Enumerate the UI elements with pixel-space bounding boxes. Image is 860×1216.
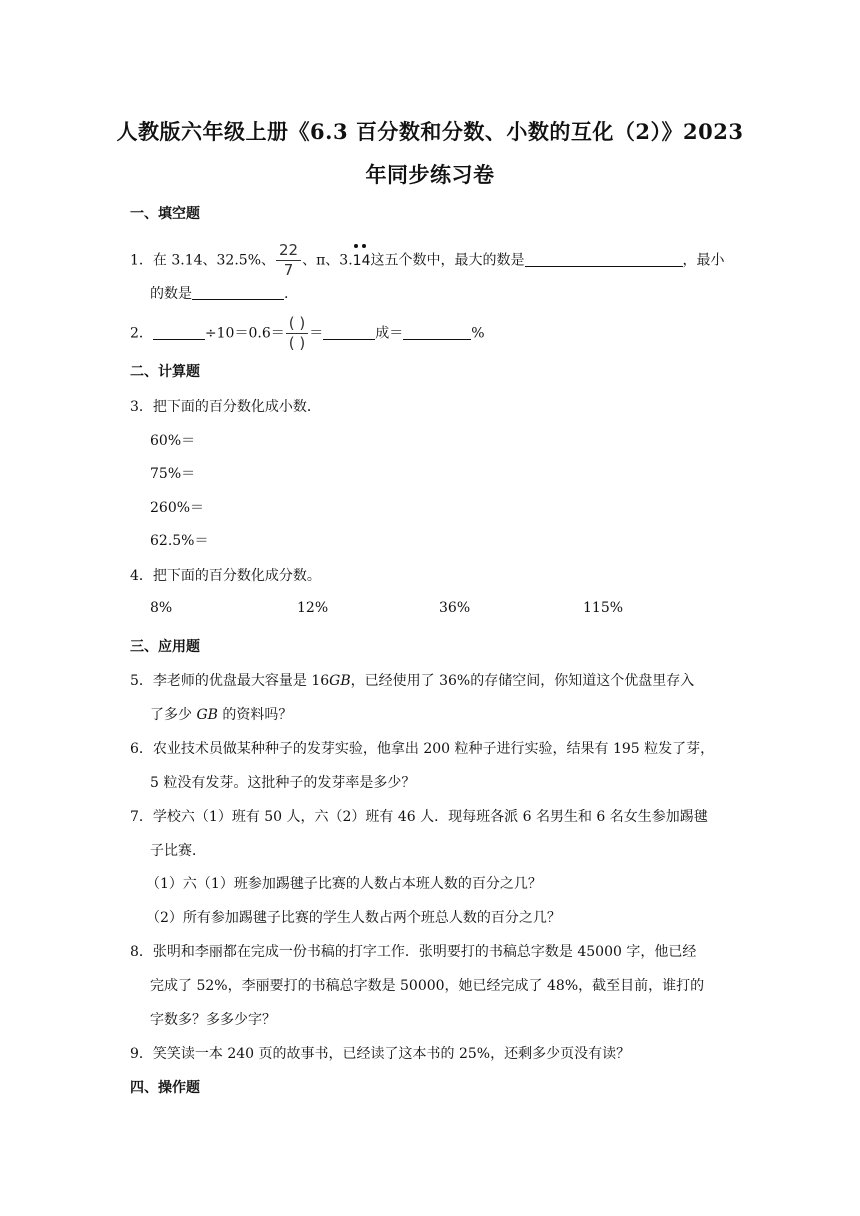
repeating-decimal-digits: 14 [353, 253, 371, 269]
q1-mid: 、π、3. [302, 252, 353, 269]
q3-item-3: 260%＝ [150, 500, 205, 516]
repeat-dot-icon [362, 244, 366, 248]
question-5-line1: 5．李老师的优盘最大容量是 16GB，已经使用了 36%的存储空间，你知道这个优盘里存入 [130, 673, 695, 689]
fraction-numerator: 22 [276, 243, 301, 261]
question-7-line1: 7．学校六（1）班有 50 人，六（2）班有 46 人．现每班各派 6 名男生和 6 名女生参加踢毽 [130, 809, 708, 825]
question-8-line2: 完成了 52%，李丽要打的书稿总字数是 50000，她已经完成了 48%，截至目前，谁打的 [150, 978, 705, 994]
question-7-line2: 子比赛． [150, 843, 206, 859]
answer-blank-dividend[interactable] [153, 325, 205, 340]
question-2: 2． ÷10＝0.6＝ $\frac{( )}{( )}$ ＝ 成＝ % [130, 314, 485, 352]
section-heading-application: 三、应用题 [130, 639, 200, 655]
question-3: 3．把下面的百分数化成小数． [130, 399, 321, 415]
section-heading-calculation: 二、计算题 [130, 364, 200, 380]
q1-tail: ，最小 [682, 252, 725, 269]
question-7-sub2: （2）所有参加踢毽子比赛的学生人数占两个班总人数的百分之几？ [146, 910, 561, 926]
worksheet-title-line2: 年同步练习卷 [365, 162, 495, 187]
question-7-sub1: （1）六（1）班参加踢毽子比赛的人数占本班人数的百分之几？ [146, 876, 542, 892]
answer-blank-cheng[interactable] [323, 325, 375, 340]
question-6-line1: 6．农业技术员做某种种子的发芽实验，他拿出 200 粒种子进行实验，结果有 195 粒发了芽， [130, 741, 715, 757]
answer-blank-percent[interactable] [403, 325, 471, 340]
section-heading-operation: 四、操作题 [130, 1080, 200, 1096]
fraction-blank-denominator[interactable]: ( ) [288, 334, 306, 352]
worksheet-title-line1: 人教版六年级上册《6.3 百分数和分数、小数的互化（2）》2023 [116, 119, 744, 144]
question-1-line2: 的数是 . [150, 286, 289, 302]
q3-item-1: 60%＝ [150, 433, 196, 449]
fraction-blank-numerator[interactable]: ( ) [286, 316, 308, 334]
fraction-22-over-7 [276, 243, 301, 278]
q4-item-1: 8% [150, 600, 173, 616]
answer-blank-max[interactable] [525, 252, 683, 267]
question-5-line2: 了多少 GB 的资料吗？ [150, 707, 293, 723]
fraction-denominator: 7 [283, 261, 294, 279]
question-4: 4．把下面的百分数化成分数。 [130, 568, 321, 584]
q1-after: 这五个数中，最大的数是 [370, 252, 525, 269]
question-8-line3: 字数多？多多少字？ [150, 1012, 276, 1028]
repeat-dot-icon [354, 244, 358, 248]
q3-item-2: 75%＝ [150, 466, 196, 482]
question-8-line1: 8．张明和李丽都在完成一份书稿的打字工作．张明要打的书稿总字数是 45000 字，他已经 [130, 944, 697, 960]
section-heading-fill-blank: 一、填空题 [130, 206, 200, 222]
question-1-line1 [130, 243, 725, 278]
fraction-blank [286, 316, 308, 351]
question-6-line2: 5 粒没有发芽。这批种子的发芽率是多少？ [150, 775, 416, 791]
answer-blank-min[interactable] [192, 285, 284, 300]
q4-item-4: 115% [583, 600, 624, 616]
q4-item-3: 36% [439, 600, 471, 616]
q1-prefix: 1．在 3.14、32.5%、 [130, 252, 276, 269]
question-9: 9．笑笑读一本 240 页的故事书，已经读了这本书的 25%，还剩多少页没有读？ [130, 1046, 631, 1062]
q3-item-4: 62.5%＝ [150, 533, 209, 549]
q4-item-2: 12% [297, 600, 329, 616]
